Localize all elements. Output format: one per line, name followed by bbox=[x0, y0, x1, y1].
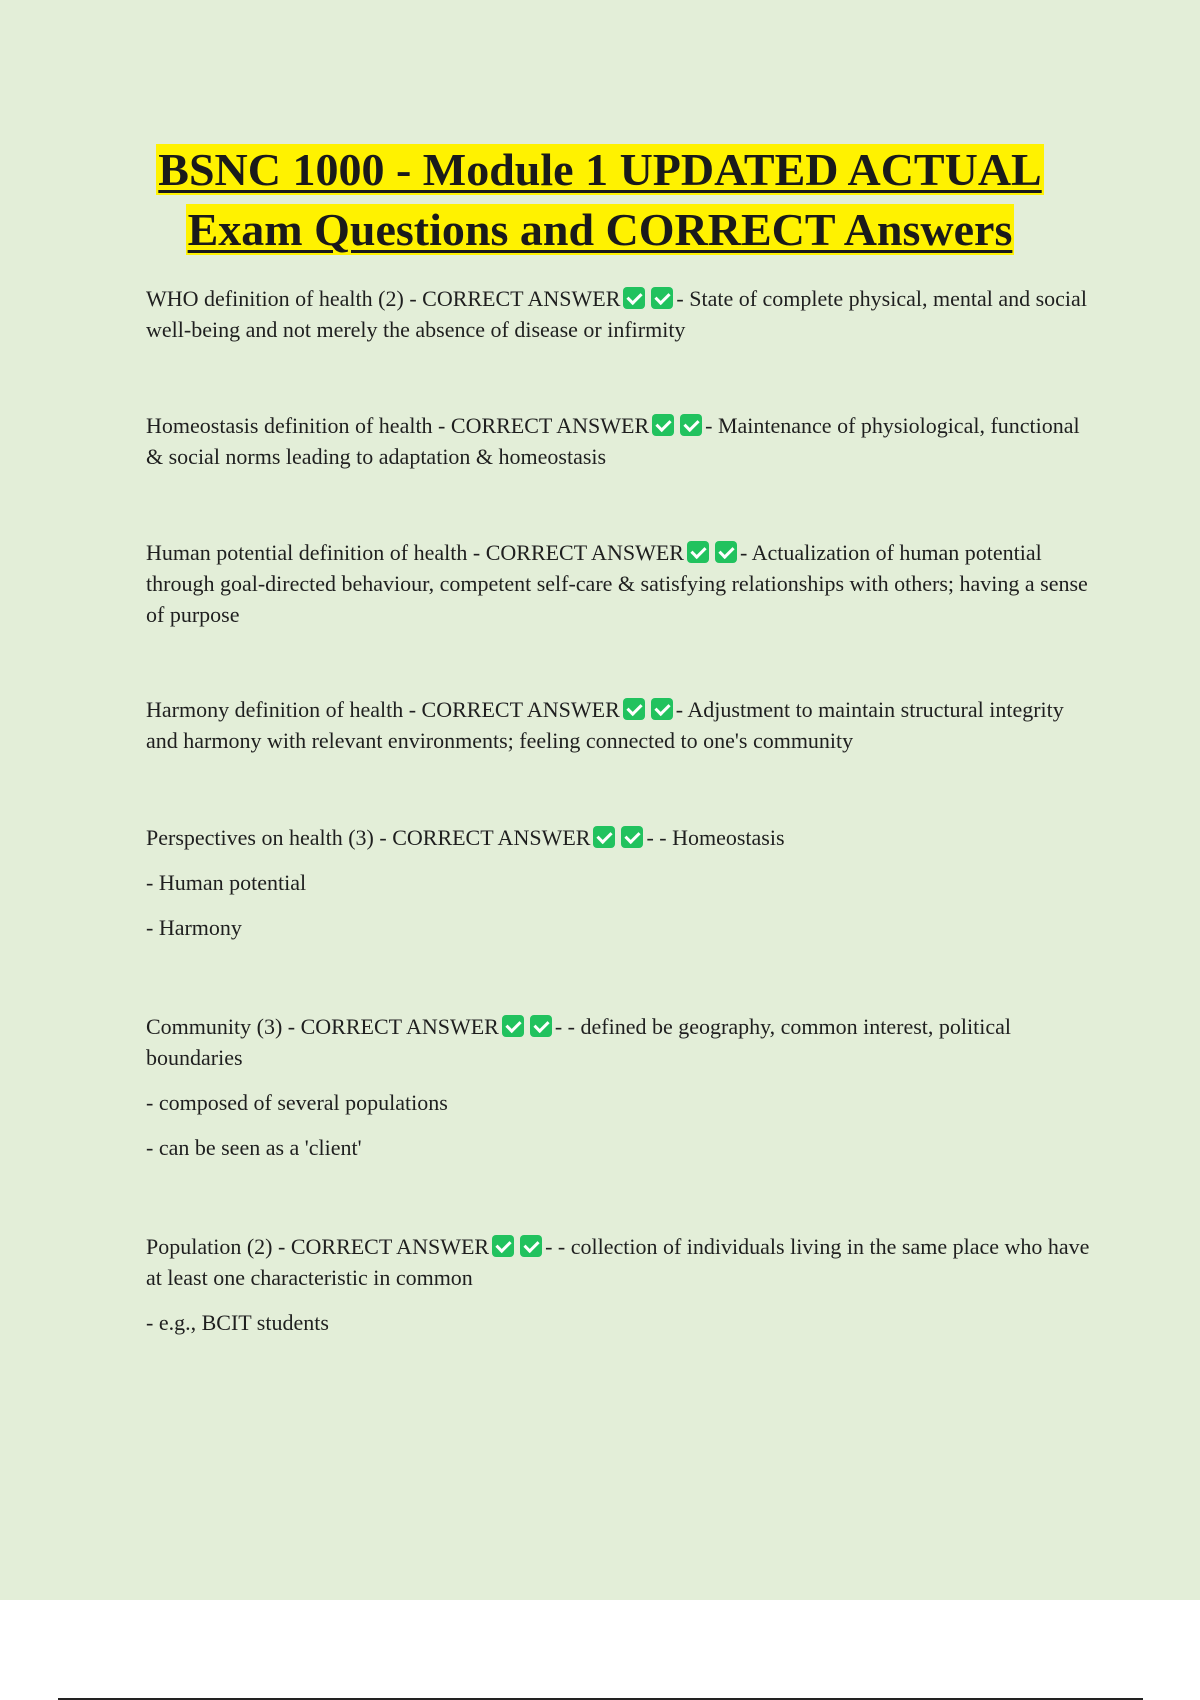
check-mark-icon bbox=[651, 287, 673, 309]
document-title bbox=[100, 140, 1100, 260]
check-mark-icon bbox=[715, 541, 737, 563]
question-text: Harmony definition of health - bbox=[146, 697, 422, 722]
answer-text: - - collection of individuals living in the same place who have at least one characteristic in common bbox=[146, 1234, 1090, 1290]
qa-main-line bbox=[146, 537, 1091, 630]
qa-main-line bbox=[146, 283, 1091, 345]
correct-answer-marker: CORRECT ANSWER bbox=[421, 697, 620, 722]
answer-text: - Actualization of human potential through goal-directed behaviour, competent self-care & satisfying relationships with others; having a sense of purpose bbox=[146, 540, 1088, 627]
answer-extra-line: - Harmony bbox=[146, 915, 242, 940]
qa-main-line bbox=[146, 694, 1091, 756]
qa-main-line bbox=[146, 1011, 1091, 1073]
check-mark-icon bbox=[530, 1015, 552, 1037]
qa-item-perspectives bbox=[146, 822, 1091, 943]
correct-answer-marker: CORRECT ANSWER bbox=[450, 413, 650, 438]
qa-main-line bbox=[146, 410, 1091, 472]
question-text: Community (3) - bbox=[146, 1014, 301, 1039]
correct-answer-marker: CORRECT ANSWER bbox=[485, 540, 684, 565]
title-line-2 bbox=[100, 200, 1100, 260]
qa-main-line bbox=[146, 822, 1091, 853]
answer-extra-line: - e.g., BCIT students bbox=[146, 1310, 329, 1335]
answer-text: - - defined be geography, common interest, political boundaries bbox=[146, 1014, 1012, 1070]
qa-item-who bbox=[146, 283, 1091, 345]
question-text: Perspectives on health (3) - bbox=[146, 825, 393, 850]
correct-answer-marker: CORRECT ANSWER bbox=[300, 1014, 499, 1039]
check-mark-icon bbox=[621, 826, 643, 848]
check-mark-icon bbox=[492, 1235, 514, 1257]
correct-answer-marker: CORRECT ANSWER bbox=[290, 1234, 490, 1259]
answer-text: - State of complete physical, mental and social well-being and not merely the absence of disease or infirmity bbox=[146, 286, 1087, 342]
qa-item-population bbox=[146, 1231, 1091, 1338]
question-text: WHO definition of health (2) - bbox=[146, 286, 423, 311]
check-mark-icon bbox=[593, 826, 615, 848]
qa-item-human-potential bbox=[146, 537, 1091, 630]
check-mark-icon bbox=[680, 414, 702, 436]
answer-extra-line: - can be seen as a 'client' bbox=[146, 1135, 362, 1160]
question-text: Human potential definition of health - bbox=[146, 540, 486, 565]
qa-item-community bbox=[146, 1011, 1091, 1163]
check-mark-icon bbox=[651, 698, 673, 720]
check-mark-icon bbox=[520, 1235, 542, 1257]
check-mark-icon bbox=[687, 541, 709, 563]
qa-item-homeostasis bbox=[146, 410, 1091, 472]
correct-answer-marker: CORRECT ANSWER bbox=[392, 825, 591, 850]
qa-item-harmony bbox=[146, 694, 1091, 756]
check-mark-icon bbox=[623, 698, 645, 720]
question-text: Population (2) - bbox=[146, 1234, 291, 1259]
answer-extra-line: - composed of several populations bbox=[146, 1090, 448, 1115]
answer-text: - Maintenance of physiological, functional & social norms leading to adaptation & homeostasis bbox=[146, 413, 1080, 469]
title-line-1 bbox=[100, 140, 1100, 200]
title-line-1-text: BSNC 1000 - Module 1 UPDATED ACTUAL bbox=[158, 144, 1042, 195]
check-mark-icon bbox=[623, 287, 645, 309]
title-line-2-text: Exam Questions and CORRECT Answers bbox=[187, 204, 1013, 255]
check-mark-icon bbox=[652, 414, 674, 436]
question-text: Homeostasis definition of health - bbox=[146, 413, 451, 438]
answer-text: - Adjustment to maintain structural integrity and harmony with relevant environments; feeling connected to one's community bbox=[146, 697, 1064, 753]
answer-extra-line: - Human potential bbox=[146, 870, 307, 895]
check-mark-icon bbox=[502, 1015, 524, 1037]
qa-main-line bbox=[146, 1231, 1091, 1293]
answer-text: - - Homeostasis bbox=[646, 825, 785, 850]
correct-answer-marker: CORRECT ANSWER bbox=[422, 286, 621, 311]
